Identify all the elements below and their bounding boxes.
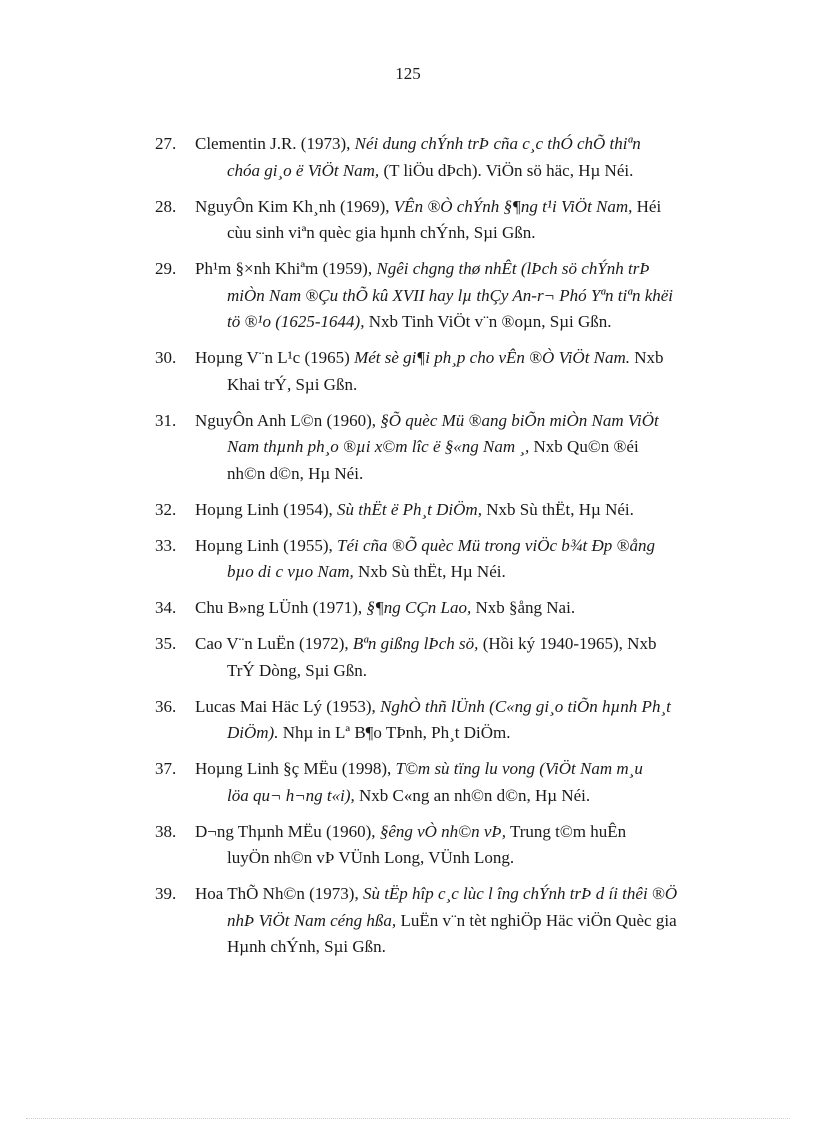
reference-item: [155, 256, 740, 336]
reference-line: [195, 158, 740, 185]
reference-text: Hoµng Linh (1954),: [195, 499, 338, 519]
reference-item: [155, 595, 740, 622]
reference-item: [155, 345, 740, 398]
reference-number: 30.: [155, 348, 177, 367]
reference-title: nhÞ ViÖt Nam céng hßa,: [227, 910, 397, 930]
reference-title: Ngêi chgng thø nhÊt (lÞch sö chÝnh trÞ: [376, 259, 650, 278]
reference-text: Nxb Sù thËt, Hµ Néi.: [353, 562, 506, 581]
reference-title: miÒn Nam ®Çu thÕ kû XVII hay lµ thÇy An-r¬ Phó Yªn tiªn khëi: [227, 285, 674, 305]
reference-line: [195, 533, 740, 560]
reference-list: [155, 131, 740, 970]
reference-line: [195, 309, 740, 336]
reference-number: 29.: [155, 259, 177, 278]
reference-item: [155, 881, 740, 961]
reference-line: [195, 881, 740, 908]
reference-text: Nxb C«ng an nh©n d©n, Hµ Néi.: [354, 785, 591, 805]
reference-text: Hoµng V¨n L¹c (1965): [195, 348, 355, 367]
reference-text: Trung t©m huÊn: [506, 821, 627, 841]
reference-text: LuËn v¨n tèt nghiÖp Häc viÖn Quèc gia: [396, 910, 677, 930]
reference-item: [155, 819, 740, 872]
reference-line: [195, 461, 740, 488]
page-bottom-divider: [26, 1118, 790, 1119]
reference-line: [195, 658, 740, 685]
reference-number: 27.: [155, 134, 177, 153]
reference-text: Hoµng Linh (1955),: [195, 535, 338, 555]
reference-line: [195, 783, 740, 810]
reference-line: [195, 194, 740, 221]
reference-text: (T liÖu dÞch). ViÖn sö häc, Hµ Néi.: [379, 160, 634, 180]
reference-number: 31.: [155, 410, 177, 430]
reference-line: [195, 845, 740, 872]
reference-text: NguyÔn Anh L©n (1960),: [195, 410, 381, 430]
reference-text: Cao V¨n LuËn (1972),: [195, 634, 353, 653]
reference-title: löa qu¬ h¬ng t«i),: [227, 785, 355, 805]
reference-title: chóa gi¸o ë ViÖt Nam,: [227, 160, 380, 180]
reference-text: cùu sinh viªn quèc gia hµnh chÝnh, Sµi Gßn.: [227, 223, 536, 242]
reference-text: D¬ng Thµnh MËu (1960),: [195, 821, 380, 841]
reference-number: 36.: [155, 696, 177, 716]
reference-line: [195, 595, 740, 622]
reference-title: VÊn ®Ò chÝnh §¶ng t¹i ViÖt Nam,: [393, 196, 633, 216]
reference-number: 33.: [155, 535, 177, 555]
reference-text: Nxb Qu©n ®éi: [529, 437, 639, 456]
reference-number: 35.: [155, 634, 177, 653]
reference-text: Nhµ in Lª B¶o TÞnh, Ph¸t DiÖm.: [278, 723, 511, 742]
reference-title: NghÒ thñ lÜnh (C«ng gi¸o tiÕn hµnh Ph¸t: [380, 696, 671, 716]
reference-text: Clementin J.R. (1973),: [195, 134, 355, 153]
reference-title: Sù tËp hîp c¸c lùc l îng chÝnh trÞ d íi thêi ®Ö: [362, 884, 678, 903]
reference-title: bµo di c vµo Nam,: [227, 562, 354, 581]
reference-item: [155, 533, 740, 586]
reference-text: Nxb Sù thËt, Hµ Néi.: [481, 499, 634, 519]
reference-title: §êng vÒ nh©n vÞ,: [379, 821, 507, 841]
reference-text: Héi: [632, 196, 662, 216]
reference-text: Nxb: [630, 348, 664, 367]
reference-title: Sù thËt ë Ph¸t DiÖm,: [337, 499, 482, 519]
reference-line: [195, 631, 740, 658]
reference-text: nh©n d©n, Hµ Néi.: [227, 463, 364, 483]
reference-number: 32.: [155, 499, 177, 519]
reference-title: Téi cña ®Õ quèc Mü trong viÖc b¾t Ðp ®ång: [337, 535, 655, 555]
reference-text: Hoa ThÕ Nh©n (1973),: [195, 884, 363, 903]
reference-item: [155, 631, 740, 684]
reference-line: [195, 408, 740, 435]
reference-title: DiÖm).: [227, 723, 279, 742]
reference-number: 34.: [155, 598, 177, 617]
reference-item: [155, 131, 740, 184]
reference-title: Néi dung chÝnh trÞ cña c¸c thÓ chÕ thiªn: [354, 134, 641, 153]
reference-item: [155, 756, 740, 809]
reference-text: Nxb Tinh ViÖt v¨n ®oµn, Sµi Gßn.: [364, 312, 612, 331]
reference-line: [195, 908, 740, 935]
reference-number: 39.: [155, 884, 177, 903]
reference-title: Nam thµnh ph¸o ®µi x©m lîc ë §«ng Nam ¸,: [227, 437, 530, 456]
reference-text: TrÝ Dòng, Sµi Gßn.: [227, 660, 368, 680]
reference-line: [195, 131, 740, 158]
reference-item: [155, 408, 740, 488]
reference-line: [195, 256, 740, 283]
reference-line: [195, 720, 740, 747]
reference-number: 38.: [155, 821, 177, 841]
reference-line: [195, 283, 740, 310]
reference-line: [195, 372, 740, 399]
reference-title: §Õ quèc Mü ®ang biÕn miÒn Nam ViÖt: [380, 410, 659, 430]
reference-text: Khai trÝ, Sµi Gßn.: [227, 374, 358, 394]
reference-text: (Hồi ký 1940-1965), Nxb: [478, 634, 657, 653]
reference-line: [195, 694, 740, 721]
reference-text: Nxb §ång Nai.: [471, 598, 576, 617]
reference-title: tö ®¹o (1625-1644),: [227, 312, 365, 331]
reference-title: T©m sù tïng lu vong (ViÖt Nam m¸u: [395, 759, 643, 778]
reference-text: luyÖn nh©n vÞ VÜnh Long, VÜnh Long.: [227, 848, 515, 867]
reference-line: [195, 220, 740, 247]
reference-line: [195, 345, 740, 372]
reference-line: [195, 934, 740, 961]
reference-text: Hµnh chÝnh, Sµi Gßn.: [227, 937, 386, 956]
reference-title: Bªn gißng lÞch sö,: [352, 634, 479, 653]
reference-title: Mét sè gi¶i ph¸p cho vÊn ®Ò ViÖt Nam.: [354, 348, 631, 367]
reference-text: NguyÔn Kim Kh¸nh (1969),: [195, 196, 394, 216]
reference-text: Hoµng Linh §ç MËu (1998),: [195, 759, 396, 778]
reference-text: Chu B»ng LÜnh (1971),: [195, 598, 367, 617]
page-number: 125: [395, 64, 421, 83]
reference-line: [195, 497, 740, 524]
reference-number: 37.: [155, 759, 177, 778]
reference-title: §¶ng CÇn Lao,: [366, 598, 472, 617]
reference-line: [195, 559, 740, 586]
reference-item: [155, 694, 740, 747]
reference-item: [155, 194, 740, 247]
reference-line: [195, 756, 740, 783]
reference-number: 28.: [155, 196, 177, 216]
reference-line: [195, 434, 740, 461]
reference-text: Ph¹m §×nh Khiªm (1959),: [195, 259, 377, 278]
reference-item: [155, 497, 740, 524]
reference-line: [195, 819, 740, 846]
reference-text: Lucas Mai Häc Lý (1953),: [195, 696, 381, 716]
